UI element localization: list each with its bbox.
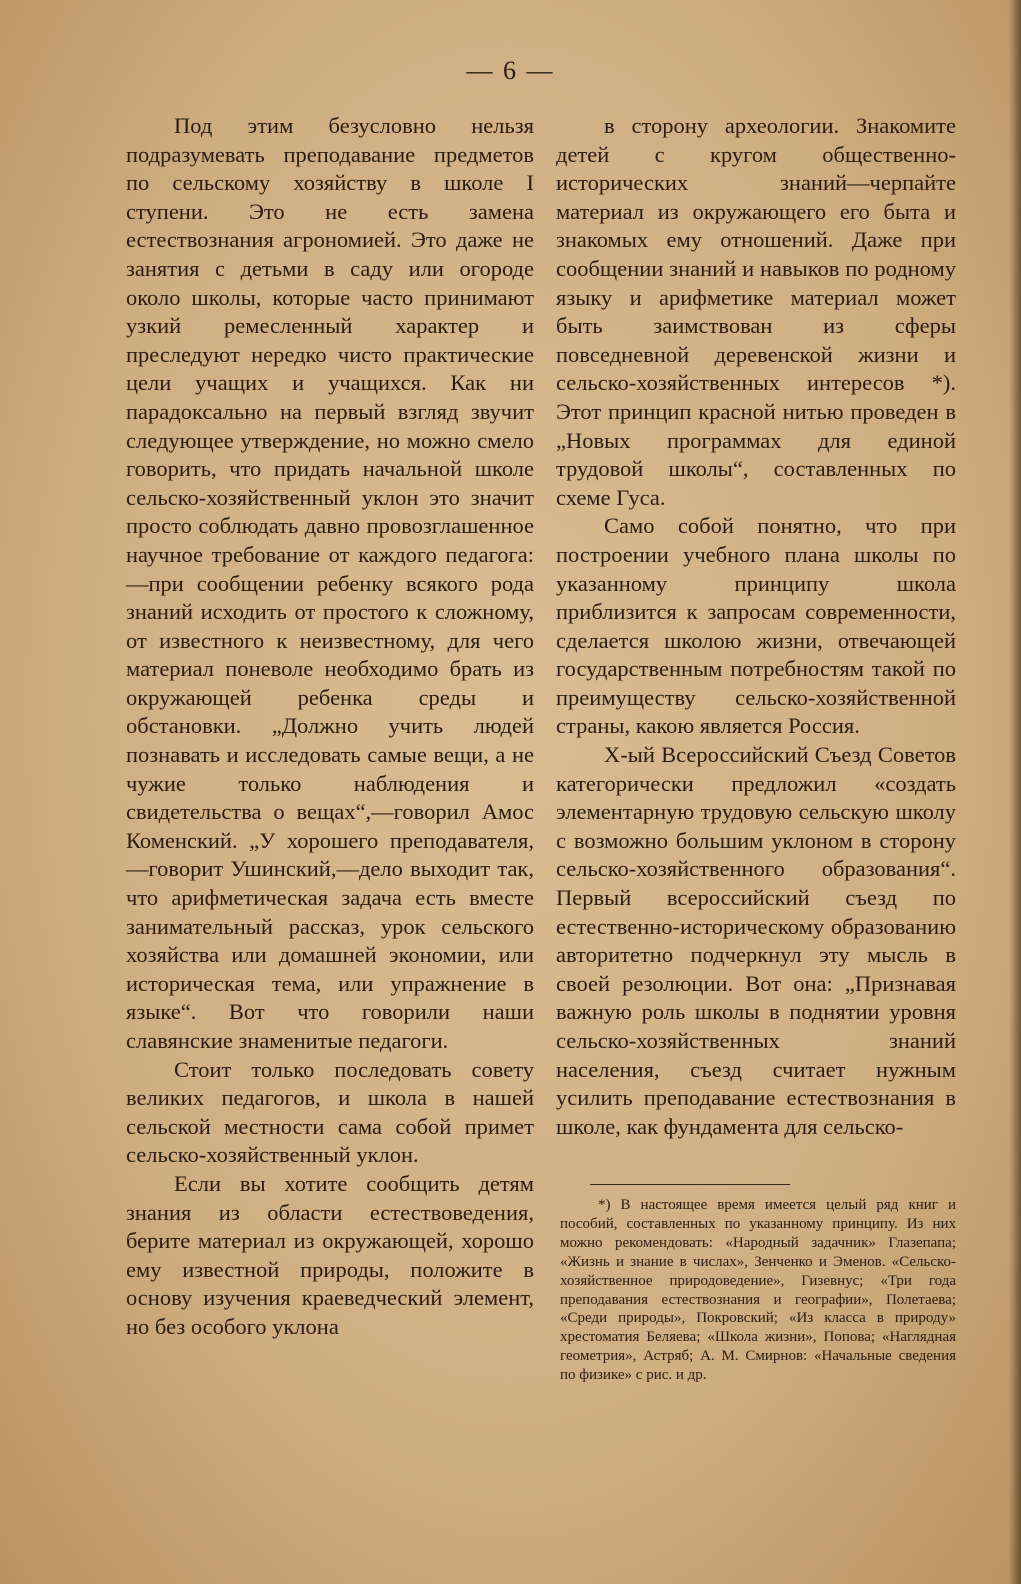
left-column (126, 112, 534, 1342)
left-paragraph-3: Если вы хотите сообщить детям знания из области естествоведения, берите материал из окружающей, хорошо ему известной природы, положите в основу изучения краеведческий элемент, но без особого уклона (126, 1170, 534, 1339)
page-number: — 6 — (466, 56, 555, 85)
right-paragraph-3: X-ый Всероссийский Съезд Советов категорически предложил «создать элементарную трудовую сельскую школу с возможно большим уклоном в сторону сельско-хозяйственного образования“. Первый всероссийский съезд по естественно-историческому образованию авторитетно подчеркнул эту мысль в своей резолюции. Вот она: „Признавая важную роль школы в поднятии уровня сельско-хозяйственных знаний населения, съезд считает нужным усилить преподавание естествознания в школе, как фундамента для сельско- (556, 742, 956, 1139)
right-column (556, 112, 956, 1141)
page-edge-shadow (1009, 0, 1021, 1584)
left-paragraph-1: Под этим безусловно нельзя подразумевать преподавание предметов по сельскому хозяйству в школе I ступени. Это не есть замена естествознания агрономией. Это даже не занятия с детьми в саду или огороде около школы, которые часто принимают узкий ремесленный характер и преследуют нередко чисто практические цели учащих и учащихся. Как ни парадоксально на первый взгляд звучит следующее утверждение, но можно смело говорить, что придать начальной школе сельско-хозяйственный уклон это значит просто соблюдать давно провозглашенное научное требование от каждого педагога:—при сообщении ребенку всякого рода знаний исходить от простого к сложному, от известного к неизвестному, для чего материал поневоле необходимо брать из окружающей ребенка среды и обстановки. „Должно учить людей познавать и исследовать самые вещи, а не чужие только наблюдения и свидетельства о вещах“,—говорил Амос Коменский. „У хорошего преподавателя,—говорит Ушинский,—дело выходит так, что арифметическая задача есть вместе занимательный рассказ, урок сельского хозяйства или домашней экономии, или историческая тема, или упражнение в языке“. Вот что говорили наши славянские знаменитые педагоги. (126, 113, 534, 1053)
left-paragraph-2: Стоит только последовать совету великих педагогов, и школа в нашей сельской местности сама собой примет сельско-хозяйственный уклон. (126, 1056, 534, 1168)
right-paragraph-1: в сторону археологии. Знакомите детей с кругом общественно-исторических знаний—черпайте материал из окружающего его быта и знакомых ему отношений. Даже при сообщении знаний и навыков по родному языку и арифметике материал может быть заимствован из сферы повседневной деревенской жизни и сельско-хозяйственных интересов *). Этот принцип красной нитью проведен в „Новых программах для единой трудовой школы“, составленных по схеме Гуса. (556, 113, 956, 510)
footnote (560, 1196, 956, 1385)
footnote-divider (590, 1184, 790, 1185)
footnote-text: *) В настоящее время имеется целый ряд книг и пособий, составленных по указанному принципу. Из них можно рекомендовать: «Народный задачник» Глазепапа; «Жизнь и знание в числах», Зенченко и Эменов. «Сельско-хозяйственное природоведение», Гизевнус; «Три года преподавания естествознания и географии», Полетаева; «Среди природы», Покровский; «Из класса в природу» хрестоматия Беляева; «Школа жизни», Попова; «Наглядная геометрия», Астряб; А. М. Смирнов: «Начальные сведения по физике» с рис. и др. (560, 1197, 956, 1384)
right-paragraph-2: Само собой понятно, что при построении учебного плана школы по указанному принципу школа приблизится к запросам современности, сделается школою жизни, отвечающей государственным потребностям такой по преимуществу сельско-хозяйственной страны, какою является Россия. (556, 513, 956, 739)
